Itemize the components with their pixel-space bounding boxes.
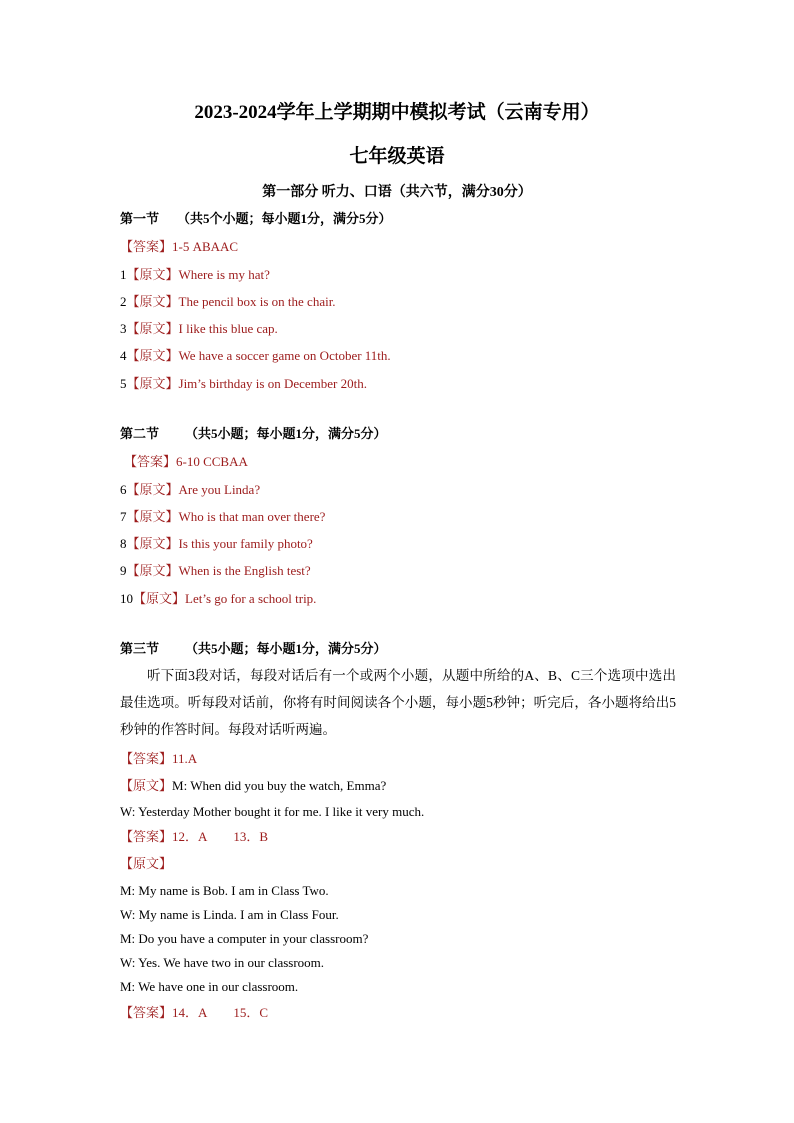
sec3-answer-14-15 bbox=[120, 1005, 268, 1021]
answer-tag: 【答案】 bbox=[124, 454, 177, 469]
list-item bbox=[120, 591, 316, 607]
document-subtitle: 七年级英语 bbox=[349, 146, 445, 167]
item-text: When is the English test? bbox=[178, 563, 311, 578]
sec3-original-tag: 【原文】 bbox=[120, 856, 173, 871]
answer-14: 14．A bbox=[172, 1005, 208, 1020]
sec3-instructions: 听下面3段对话，每段对话后有一个或两个小题，从题中所给的A、B、C三个选项中选出最佳选项。听每段对话前，你将有时间阅读各个小题，每小题5秒钟；听完后，各小题将给出5秒钟的作答时间。每段对话听两遍。 bbox=[120, 668, 676, 737]
item-number: 6 bbox=[120, 482, 127, 497]
dialog1-line-1 bbox=[120, 778, 386, 794]
original-tag: 【原文】 bbox=[126, 509, 179, 524]
sec3-answer-12-13 bbox=[120, 829, 268, 845]
sec3-heading: 第三节 bbox=[120, 641, 160, 656]
part1-heading: 第一部分 听力、口语（共六节，满分30分） bbox=[262, 185, 532, 200]
item-number: 9 bbox=[120, 563, 127, 578]
sec3-heading-line bbox=[120, 641, 387, 657]
sec2-answer: 6-10 CCBAA bbox=[176, 454, 248, 469]
sec3-note: （共5小题；每小题1分，满分5分） bbox=[185, 641, 387, 656]
original-tag: 【原文】 bbox=[126, 536, 179, 551]
sec1-answer: 1-5 ABAAC bbox=[172, 239, 239, 254]
dialog-line: M: We have one in our classroom. bbox=[120, 979, 299, 994]
sec2-heading: 第二节 bbox=[120, 426, 160, 441]
original-tag: 【原文】 bbox=[126, 563, 179, 578]
item-number: 5 bbox=[120, 376, 127, 391]
sec1-note: （共5个小题；每小题1分，满分5分） bbox=[177, 211, 392, 226]
list-item bbox=[120, 321, 278, 337]
sec2-note: （共5小题；每小题1分，满分5分） bbox=[185, 426, 387, 441]
item-text: Is this your family photo? bbox=[178, 536, 313, 551]
list-item bbox=[120, 267, 270, 283]
answer-tag: 【答案】 bbox=[120, 829, 173, 844]
original-tag: 【原文】 bbox=[126, 348, 179, 363]
answer-13: 13．B bbox=[233, 829, 269, 844]
list-item bbox=[120, 509, 325, 525]
item-text: Who is that man over there? bbox=[178, 509, 326, 524]
item-text: The pencil box is on the chair. bbox=[178, 294, 336, 309]
item-text: Where is my hat? bbox=[178, 267, 270, 282]
sec3-answer-11 bbox=[120, 751, 197, 767]
original-tag: 【原文】 bbox=[133, 591, 186, 606]
sec2-heading-line bbox=[120, 426, 387, 442]
list-item bbox=[120, 294, 336, 310]
sec1-heading: 第一节 bbox=[120, 211, 160, 226]
list-item bbox=[120, 563, 311, 579]
original-tag: 【原文】 bbox=[126, 482, 179, 497]
item-number: 1 bbox=[120, 267, 127, 282]
item-number: 4 bbox=[120, 348, 127, 363]
list-item bbox=[120, 482, 260, 498]
list-item bbox=[120, 376, 367, 392]
original-tag: 【原文】 bbox=[126, 376, 179, 391]
original-tag: 【原文】 bbox=[126, 321, 179, 336]
item-number: 2 bbox=[120, 294, 127, 309]
dialog-text: M: When did you buy the watch, Emma? bbox=[172, 778, 387, 793]
dialog1-line-2: W: Yesterday Mother bought it for me. I like it very much. bbox=[120, 804, 425, 819]
item-text: Jim’s birthday is on December 20th. bbox=[178, 376, 367, 391]
answer-tag: 【答案】 bbox=[120, 751, 173, 766]
dialog-line: W: My name is Linda. I am in Class Four. bbox=[120, 907, 339, 922]
item-text: Let’s go for a school trip. bbox=[185, 591, 317, 606]
item-text: Are you Linda? bbox=[178, 482, 261, 497]
answer-tag: 【答案】 bbox=[120, 239, 173, 254]
item-number: 10 bbox=[120, 591, 133, 606]
dialog-line: M: Do you have a computer in your classroom? bbox=[120, 931, 369, 946]
dialog-line: M: My name is Bob. I am in Class Two. bbox=[120, 883, 329, 898]
sec1-heading-line bbox=[120, 211, 392, 227]
answer-tag: 【答案】 bbox=[120, 1005, 173, 1020]
item-text: We have a soccer game on October 11th. bbox=[178, 348, 391, 363]
original-tag: 【原文】 bbox=[126, 267, 179, 282]
item-number: 8 bbox=[120, 536, 127, 551]
sec1-answer-line bbox=[120, 239, 238, 255]
item-number: 7 bbox=[120, 509, 127, 524]
answer-15: 15．C bbox=[233, 1005, 269, 1020]
dialog-line: W: Yes. We have two in our classroom. bbox=[120, 955, 325, 970]
item-text: I like this blue cap. bbox=[178, 321, 278, 336]
list-item bbox=[120, 536, 313, 552]
sec2-answer-line bbox=[124, 454, 248, 470]
original-tag: 【原文】 bbox=[120, 778, 173, 793]
original-tag: 【原文】 bbox=[126, 294, 179, 309]
answer-11: 11.A bbox=[172, 751, 198, 766]
list-item bbox=[120, 348, 391, 364]
document-title: 2023-2024学年上学期期中模拟考试（云南专用） bbox=[194, 102, 600, 123]
answer-12: 12．A bbox=[172, 829, 208, 844]
item-number: 3 bbox=[120, 321, 127, 336]
